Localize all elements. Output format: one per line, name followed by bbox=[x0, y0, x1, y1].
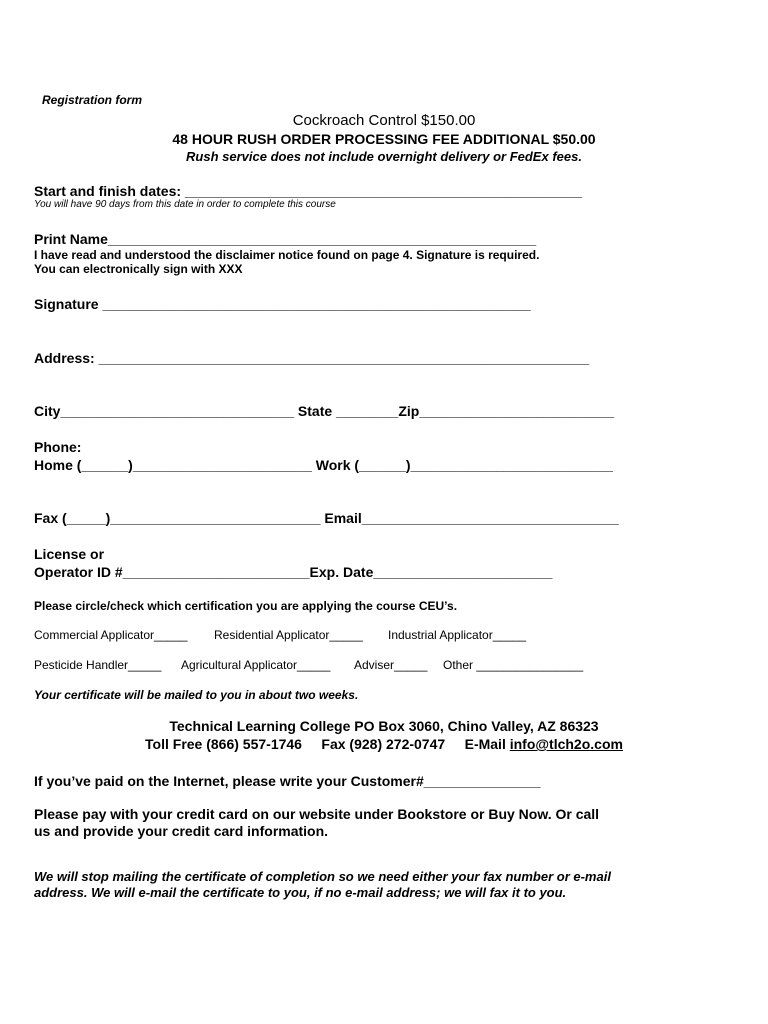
cert-residential[interactable]: Residential Applicator_____ bbox=[214, 628, 363, 642]
cert-adviser[interactable]: Adviser_____ bbox=[354, 658, 428, 672]
pay-line-2: us and provide your credit card information. bbox=[34, 823, 329, 839]
rush-fee: 48 HOUR RUSH ORDER PROCESSING FEE ADDITIONAL $50.00 bbox=[172, 131, 596, 147]
rush-note: Rush service does not include overnight delivery or FedEx fees. bbox=[186, 149, 582, 164]
license-label: License or bbox=[34, 546, 105, 562]
dates-field[interactable]: Start and finish dates: ___________________________________________________ bbox=[34, 183, 583, 199]
fax-email-field[interactable]: Fax (_____)___________________________ Email_________________________________ bbox=[34, 510, 619, 526]
cert-commercial[interactable]: Commercial Applicator_____ bbox=[34, 628, 188, 642]
signature-field[interactable]: Signature _______________________________________________________ bbox=[34, 296, 531, 312]
city-state-zip-field[interactable]: City______________________________ State ________Zip_________________________ bbox=[34, 403, 614, 419]
disclaimer-line-1: I have read and understood the disclaimer notice found on page 4. Signature is required. bbox=[34, 248, 540, 262]
form-label: Registration form bbox=[42, 93, 143, 107]
home-work-phone-field[interactable]: Home (______)_______________________ Work (______)__________________________ bbox=[34, 457, 613, 473]
certification-prompt: Please circle/check which certification you are applying the course CEU’s. bbox=[34, 599, 458, 613]
contact-address: Technical Learning College PO Box 3060, Chino Valley, AZ 86323 bbox=[169, 718, 599, 734]
customer-number-field[interactable]: If you’ve paid on the Internet, please write your Customer#_______________ bbox=[34, 773, 541, 789]
course-title: Cockroach Control $150.00 bbox=[292, 112, 476, 129]
cert-agricultural[interactable]: Agricultural Applicator_____ bbox=[181, 658, 331, 672]
print-name-field[interactable]: Print Name_______________________________________________________ bbox=[34, 231, 537, 247]
footer-note-2: address. We will e-mail the certificate to you, if no e-mail address; we will fax it to you. bbox=[34, 885, 567, 900]
operator-id-field[interactable]: Operator ID #________________________Exp. Date_______________________ bbox=[34, 564, 553, 580]
email-link[interactable]: info@tlch2o.com bbox=[509, 736, 623, 752]
dates-note: You will have 90 days from this date in order to complete this course bbox=[34, 199, 336, 210]
disclaimer-line-2: You can electronically sign with XXX bbox=[34, 262, 243, 276]
cert-industrial[interactable]: Industrial Applicator_____ bbox=[388, 628, 527, 642]
contact-phone-fax: Toll Free (866) 557-1746 Fax (928) 272-0747 E-Mail bbox=[145, 736, 510, 752]
cert-other[interactable]: Other ________________ bbox=[443, 658, 584, 672]
contact-phone-line bbox=[0, 736, 768, 752]
phone-label: Phone: bbox=[34, 439, 82, 455]
footer-note-1: We will stop mailing the certificate of completion so we need either your fax number or e-mail bbox=[34, 869, 611, 884]
cert-pesticide-handler[interactable]: Pesticide Handler_____ bbox=[34, 658, 162, 672]
mail-note: Your certificate will be mailed to you in about two weeks. bbox=[34, 688, 359, 702]
address-field[interactable]: Address: _______________________________________________________________ bbox=[34, 350, 590, 366]
pay-line-1: Please pay with your credit card on our website under Bookstore or Buy Now. Or call bbox=[34, 806, 600, 822]
